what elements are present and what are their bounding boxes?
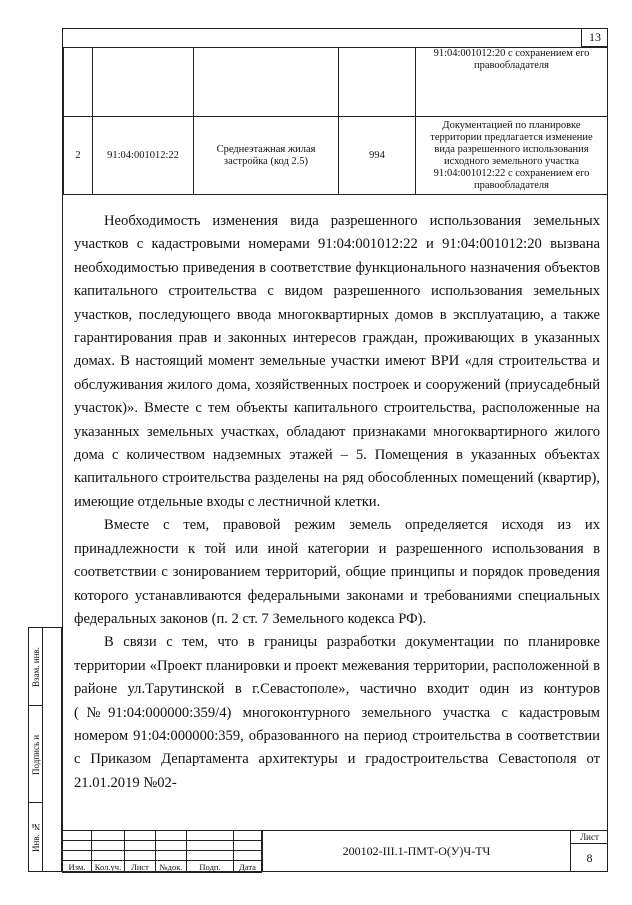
table-row — [64, 48, 608, 117]
page-corner-number: 13 — [581, 28, 608, 47]
tb-header-koluch: Кол.уч. — [92, 861, 125, 873]
tb-header-izm: Изм. — [63, 861, 92, 873]
body-text — [74, 210, 600, 795]
table-cell-use: Среднеэтажная жилая застройка (код 2.5) — [194, 117, 339, 195]
side-stamp — [28, 627, 62, 872]
table-cell-area: 994 — [339, 117, 416, 195]
table-row — [64, 117, 608, 195]
side-label-vzam: Взам. инв. — [31, 647, 41, 687]
parcels-table — [63, 47, 608, 195]
table-cell-note: 91:04:001012:20 с сохранением его правообладателя — [416, 48, 608, 117]
side-label-inv: Инв. № — [31, 821, 41, 853]
tb-header-ndok: №док. — [156, 861, 187, 873]
table-cell-note: Документацией по планировке территории предлагается изменение вида разрешенного использования исходного земельного участка 91:04:001012:22 с сохранением его правообладателя — [416, 117, 608, 195]
paragraph: Вместе с тем, правовой режим земель определяется исходя из их принадлежности к той или иной категории и разрешенного использования в соответствии с зонированием территорий, общие принципы и порядок проведения которого устанавливаются федеральными законами и требованиями специальных федеральных законов (п. 2 ст. 7 Земельного кодекса РФ). — [74, 517, 600, 627]
paragraph: В связи с тем, что в границы разработки документации по планировке территории «Проект планировки и проект межевания территории, расположенной в районе ул.Тарутинской в г.Севастополе», частично входит один из контуров (№91:04:000000:359/4) многоконтурного земельного участка с кадастровым номером 91:04:000000:359, образованного на период строительства в соответствии с Приказом Департамента архитектуры и градостроительства Севастополя от 21.01.2019 №02- — [74, 634, 600, 791]
title-block-grid — [62, 830, 262, 873]
title-block — [62, 830, 608, 872]
table-cell-cadastral: 91:04:001012:22 — [93, 117, 194, 195]
tb-header-data: Дата — [234, 861, 262, 873]
sheet-number: 8 — [586, 851, 593, 865]
tb-header-podp: Подп. — [187, 861, 234, 873]
sheet-label: Лист — [571, 831, 608, 844]
side-label-podpis: Подпись и — [31, 734, 41, 775]
table-cell-num: 2 — [64, 117, 93, 195]
paragraph: Необходимость изменения вида разрешенного использования земельных участков с кадастровыми номерами 91:04:001012:22 и 91:04:001012:20 вызвана необходимостью приведения в соответствие функционального назначения объектов капитального строительства с видом разрешенного использования земельных участков, последующего ввода многоквартирных домов в эксплуатацию, а также гарантирования прав и законных интересов граждан, проживающих в указанных домах. В настоящий момент земельные участки имеют ВРИ «для строительства и обслуживания жилого дома, хозяйственных построек и сооружений (приусадебный участок)». Вместе с тем объекты капитального строительства, расположенные на указанных земельных участках, обладают признаками многоквартирного жилого дома с количеством надземных этажей – 5. Помещения в указанных объектах капитального строительства разделены на ряд обособленных помещений (квартир), имеющие отдельные входы с лестничной клетки. — [74, 213, 600, 510]
sheet-box — [570, 830, 608, 872]
tb-header-list: Лист — [125, 861, 156, 873]
document-code: 200102-III.1-ПМТ-О(У)Ч-ТЧ — [262, 830, 570, 872]
